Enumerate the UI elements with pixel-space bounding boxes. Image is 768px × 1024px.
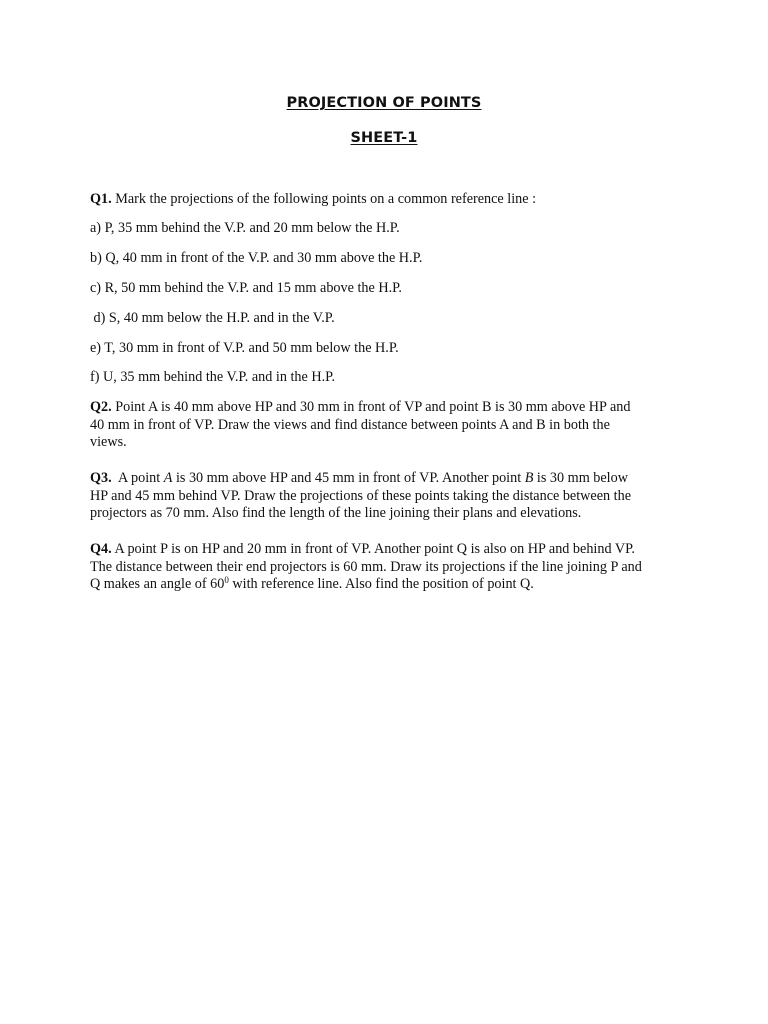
question-3 — [90, 470, 690, 523]
question-2-line-1 — [90, 399, 690, 417]
question-3-line-2: HP and 45 mm behind VP. Draw the projections of these points taking the distance between the — [90, 487, 631, 504]
question-1-item-f: f) U, 35 mm behind the V.P. and in the H.P. — [90, 369, 335, 385]
question-3-line-1 — [90, 470, 690, 488]
question-2 — [90, 399, 690, 452]
question-2-line-2: 40 mm in front of VP. Draw the views and find distance between points A and B in both the — [90, 416, 610, 433]
question-2-label: Q2. — [90, 399, 112, 415]
question-4-label: Q4. — [90, 541, 112, 557]
question-4-line-3 — [90, 576, 690, 594]
question-4-line-2: The distance between their end projectors is 60 mm. Draw its projections if the line joining P and — [90, 558, 642, 575]
point-a-label: A — [163, 470, 173, 486]
question-3-text-1a: A point — [111, 470, 164, 486]
question-3-text-1c: is 30 mm below — [533, 470, 628, 486]
question-1 — [90, 191, 690, 209]
question-4-text-3b: with reference line. Also find the position of point Q. — [228, 576, 534, 593]
question-4-text-3a: Q makes an angle of 60 — [90, 576, 225, 593]
question-4-line-1 — [90, 541, 690, 559]
degree-superscript: 0 — [224, 575, 229, 586]
question-2-text-1: Point A is 40 mm above HP and 30 mm in front of VP and point B is 30 mm above HP and — [111, 399, 631, 415]
question-3-text-1b: is 30 mm above HP and 45 mm in front of VP. Another point — [172, 470, 525, 486]
question-4 — [90, 541, 690, 594]
page-title: PROJECTION OF POINTS — [286, 95, 482, 111]
question-1-item-d: d) S, 40 mm below the H.P. and in the V.P. — [90, 310, 335, 326]
question-2-line-3: views. — [90, 434, 127, 451]
question-1-item-a: a) P, 35 mm behind the V.P. and 20 mm below the H.P. — [90, 220, 400, 236]
question-3-label: Q3. — [90, 470, 112, 486]
question-1-label: Q1. — [90, 191, 112, 207]
sheet-number: SHEET-1 — [350, 130, 418, 146]
question-4-text-1: A point P is on HP and 20 mm in front of VP. Another point Q is also on HP and behind VP. — [111, 541, 635, 557]
question-1-item-e: e) T, 30 mm in front of V.P. and 50 mm below the H.P. — [90, 340, 399, 356]
question-1-item-c: c) R, 50 mm behind the V.P. and 15 mm above the H.P. — [90, 280, 402, 296]
point-b-label: B — [524, 470, 534, 486]
question-1-text: Mark the projections of the following points on a common reference line : — [111, 191, 537, 207]
question-3-line-3: projectors as 70 mm. Also find the length of the line joining their plans and elevations. — [90, 505, 582, 522]
question-1-item-b: b) Q, 40 mm in front of the V.P. and 30 mm above the H.P. — [90, 250, 423, 266]
